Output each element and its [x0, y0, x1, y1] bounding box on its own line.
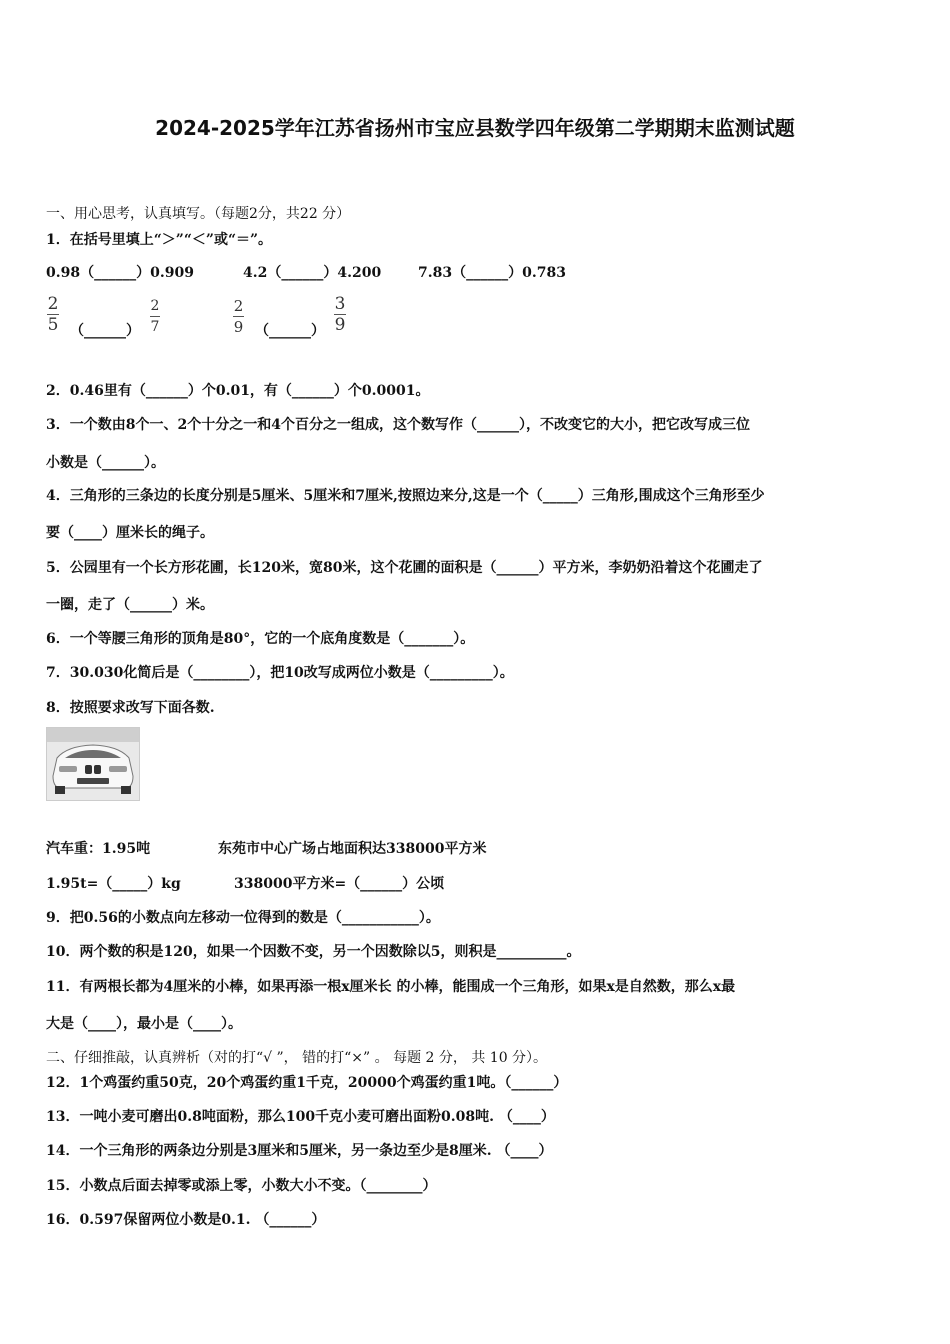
fraction-denominator: 9 [334, 315, 346, 335]
fraction-numerator: 2 [150, 298, 160, 314]
section-1-heading: 一、用心思考，认真填写。（每题2分，共22 分） [46, 206, 351, 222]
question-16: 16．0.597保留两位小数是0.1. （______） [46, 1212, 326, 1228]
fraction-denominator: 9 [233, 318, 244, 336]
question-8-square-area: 东苑市中心广场占地面积达338000平方米 [218, 841, 487, 857]
question-2: 2．0.46里有（______）个0.01，有（______）个0.0001。 [46, 383, 430, 399]
question-5-line-1: 5．公园里有一个长方形花圃，长120米，宽80米，这个花圃的面积是（______）平方米，李奶奶沿着这个花圃走了 [46, 560, 763, 576]
fraction-denominator: 5 [47, 315, 59, 335]
question-8-convert-hectare: 338000平方米=（______）公顷 [234, 876, 445, 892]
fraction-3-9 [334, 295, 346, 334]
fraction-numerator: 2 [233, 297, 244, 315]
question-9: 9．把0.56的小数点向左移动一位得到的数是（___________）。 [46, 910, 440, 926]
car-icon [47, 728, 139, 800]
question-12: 12．1个鸡蛋约重50克，20个鸡蛋约重1千克，20000个鸡蛋约重1吨。（______） [46, 1075, 568, 1091]
question-1: 1．在括号里填上“＞”“＜”或“＝”。 [46, 232, 273, 248]
question-5-line-2: 一圈，走了（______）米。 [46, 597, 214, 613]
page-title: 2024-2025学年江苏省扬州市宝应县数学四年级第二学期期末监测试题 [155, 116, 795, 140]
question-15: 15．小数点后面去掉零或添上零，小数大小不变。（________） [46, 1178, 437, 1194]
question-10: 10．两个数的积是120，如果一个因数不变，另一个因数除以5，则积是__________。 [46, 944, 581, 960]
question-6: 6．一个等腰三角形的顶角是80°，它的一个底角度数是（_______）。 [46, 631, 475, 647]
fraction-2-9 [233, 297, 244, 336]
question-8-convert-kg: 1.95t=（_____）kg [46, 876, 181, 892]
answer-blank[interactable]: （______） [255, 323, 325, 339]
answer-blank[interactable]: （______） [70, 323, 140, 339]
fraction-2-5 [47, 295, 59, 334]
fraction-2-7 [150, 297, 160, 336]
question-8-car-weight: 汽车重：1.95吨 [46, 841, 151, 857]
question-8: 8．按照要求改写下面各数. [46, 700, 215, 716]
question-4-line-1: 4．三角形的三条边的长度分别是5厘米、5厘米和7厘米,按照边来分,这是一个（_____）三角形,围成这个三角形至少 [46, 488, 765, 504]
section-2-heading: 二、仔细推敲，认真辨析（对的打“√ ”， 错的打“×” 。 每题 2 分， 共 10 分）。 [46, 1050, 548, 1066]
fraction-denominator: 7 [150, 319, 160, 335]
question-1-item-b: 4.2（______）4.200 [243, 265, 382, 281]
car-photo [46, 727, 140, 801]
fraction-numerator: 3 [334, 294, 346, 314]
question-1-item-c: 7.83（______）0.783 [418, 265, 566, 281]
fraction-numerator: 2 [47, 294, 59, 314]
question-4-line-2: 要（____）厘米长的绳子。 [46, 525, 214, 541]
question-14: 14．一个三角形的两条边分别是3厘米和5厘米，另一条边至少是8厘米. （____） [46, 1143, 553, 1159]
question-3-line-2: 小数是（______）。 [46, 455, 165, 471]
question-1-item-a: 0.98（______）0.909 [46, 265, 194, 281]
question-11-line-1: 11．有两根长都为4厘米的小棒，如果再添一根x厘米长 的小棒，能围成一个三角形，如果x是自然数，那么x最 [46, 979, 736, 995]
question-7: 7．30.030化简后是（________），把10改写成两位小数是（_________）。 [46, 665, 514, 681]
question-13: 13．一吨小麦可磨出0.8吨面粉，那么100千克小麦可磨出面粉0.08吨. （____） [46, 1109, 555, 1125]
question-11-line-2: 大是（____），最小是（____）。 [46, 1016, 242, 1032]
question-3-line-1: 3．一个数由8个一、2个十分之一和4个百分之一组成，这个数写作（______），不改变它的大小，把它改写成三位 [46, 417, 750, 433]
